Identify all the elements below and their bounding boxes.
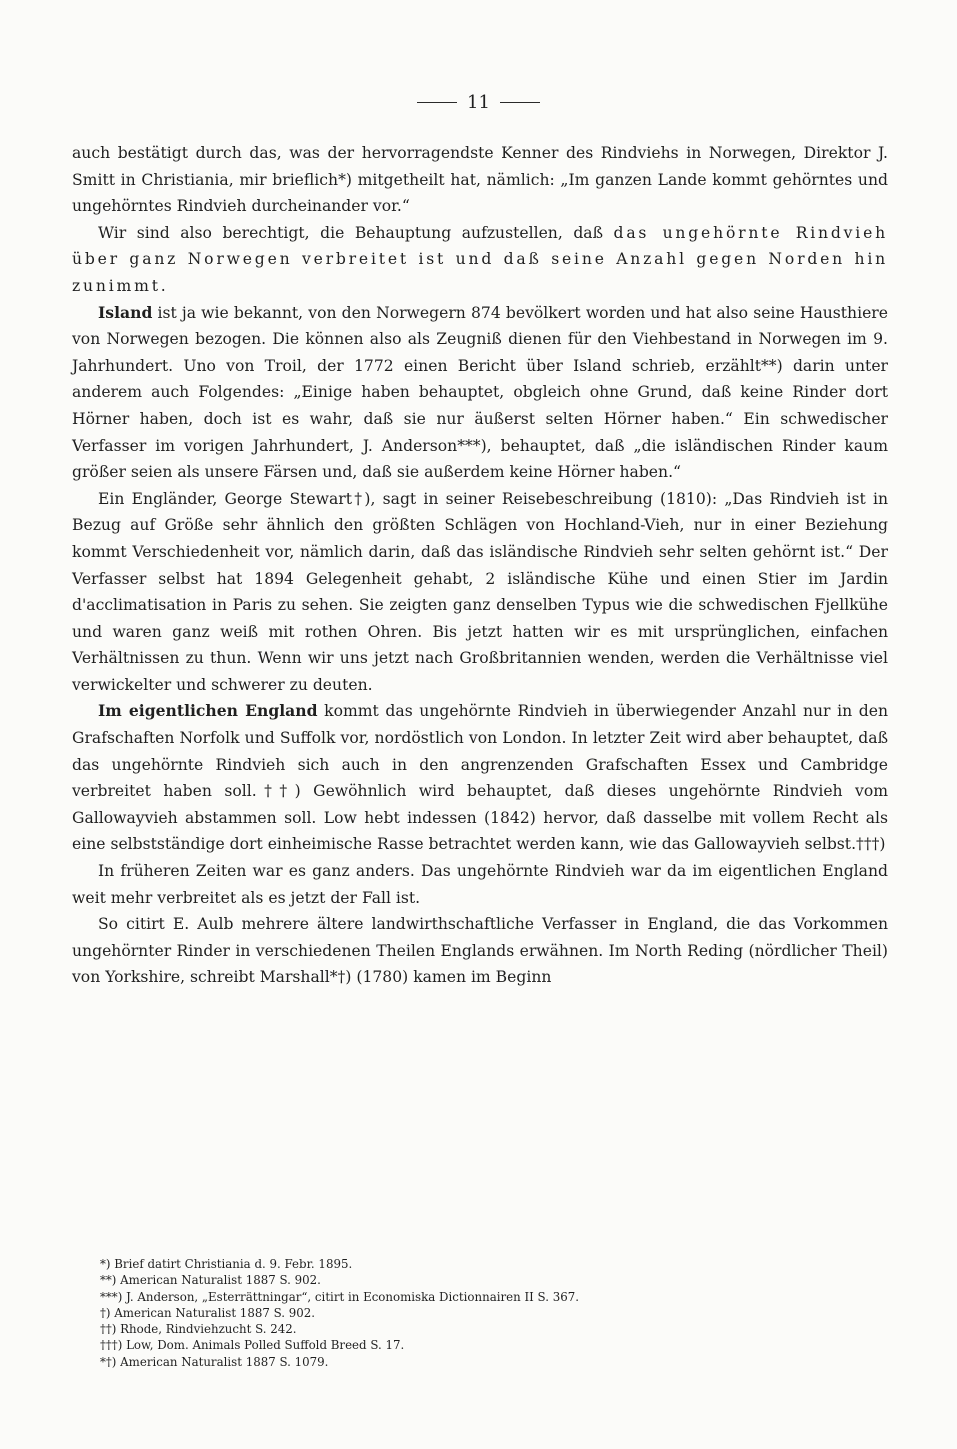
footnote-mark: *)	[100, 1257, 111, 1271]
footnote-text: American Naturalist 1887 S. 1079.	[120, 1354, 329, 1369]
paragraph	[72, 698, 888, 858]
paragraph-text: Wir sind also berechtigt, die Behauptung aufzustellen, daß	[98, 223, 614, 242]
footnote-text: Low, Dom. Animals Polled Suffold Breed S. 17.	[126, 1338, 405, 1353]
paragraph-text: In früheren Zeiten war es ganz anders. Das ungehörnte Rindvieh war da im eigentlichen England weit mehr verbreitet als es jetzt der Fall ist.	[72, 862, 888, 907]
paragraph-text: kommt das ungehörnte Rindvieh in überwiegender Anzahl nur in den Grafschaften Norfolk und Suffolk vor, nordöstlich von London. In letzter Zeit wird aber behauptet, daß das ungehörnte Rindvieh sich auch in den angrenzenden Grafschaften Essex und Cambridge verbreitet haben soll.††) Gewöhnlich wird behauptet, daß dieses ungehörnte Rindvieh vom Gallowayvieh abstammen soll. Low hebt indessen (1842) hervor, daß dasselbe mit vollem Recht als eine selbstständige dort einheimische Rasse betrachtet werden kann, wie das Gallowayvieh selbst.†††)	[72, 702, 888, 854]
footnote-text: Brief datirt Christiania d. 9. Febr. 1895.	[114, 1257, 353, 1271]
page-number: 11	[467, 92, 490, 113]
footnote	[100, 1256, 860, 1272]
footnote	[100, 1305, 860, 1321]
footnote	[100, 1321, 860, 1337]
paragraph-text: So citirt E. Aulb mehrere ältere landwirthschaftliche Verfasser in England, die das Vorkommen ungehörnter Rinder in verschiedenen Theilen Englands erwähnen. Im North Reding (nördlicher Theil) von Yorkshire, schreibt Marshall*†) (1780) kamen im Beginn	[72, 915, 888, 987]
section-heading-island: Island	[98, 302, 153, 322]
footnote	[100, 1272, 860, 1288]
footnote-mark: ††)	[100, 1322, 117, 1337]
footnote-mark: †††)	[100, 1338, 123, 1353]
paragraph-text: .	[160, 276, 166, 295]
footnote	[100, 1354, 860, 1370]
paragraph	[72, 911, 888, 991]
footnote	[100, 1337, 860, 1353]
emphasized-conclusion: das ungehörnte Rindvieh über ganz Norwegen verbreitet ist und daß seine Anzahl gegen Norden hin zunimmt	[72, 223, 888, 295]
paragraph-text: ist ja wie bekannt, von den Norwegern 874 bevölkert worden und hat also seine Hausthiere von Norwegen bezogen. Die können also als Zeugniß dienen für den Viehbestand in Norwegen im 9. Jahrhundert. Uno von Troil, der 1772 einen Bericht über Island schrieb, erzählt**) darin unter anderem auch Folgendes: „Einige haben behauptet, obgleich ohne Grund, daß keine Rinder dort Hörner haben, doch ist es wahr, daß sie nur äußerst selten Hörner haben.“ Ein schwedischer Verfasser im vorigen Jahrhundert, J. Anderson***), behauptet, daß „die isländischen Rinder kaum größer seien als unsere Färsen und, daß sie außerdem keine Hörner haben.“	[72, 303, 888, 482]
paragraph	[72, 220, 888, 300]
page-header	[0, 92, 957, 113]
paragraph	[72, 858, 888, 911]
footnote-mark: **)	[100, 1273, 117, 1288]
paragraph-text: auch bestätigt durch das, was der hervorragendste Kenner des Rindviehs in Norwegen, Direktor J. Smitt in Christiania, mir brieflich*) mitgetheilt hat, nämlich: „Im ganzen Lande kommt gehörntes und ungehörntes Rindvieh durcheinander vor.“	[72, 144, 888, 216]
paragraph	[72, 486, 888, 699]
section-heading-england: Im eigentlichen England	[98, 701, 318, 721]
body-text	[72, 140, 888, 991]
footnote-text: American Naturalist 1887 S. 902.	[120, 1273, 321, 1288]
footnote-mark: ***)	[100, 1289, 123, 1304]
footnote-text: American Naturalist 1887 S. 902.	[114, 1305, 316, 1320]
header-rule-right	[500, 102, 540, 103]
footnote	[100, 1289, 860, 1305]
header-rule-left	[417, 102, 457, 103]
paragraph	[72, 300, 888, 486]
footnotes	[100, 1256, 860, 1370]
footnote-mark: †)	[100, 1305, 111, 1320]
footnote-mark: *†)	[100, 1354, 117, 1369]
paragraph-text: Ein Engländer, George Stewart†), sagt in seiner Reisebeschreibung (1810): „Das Rindvieh ist in Bezug auf Größe sehr ähnlich den größten Schlägen von Hochland-Vieh, nur in einer Beziehung kommt Verschiedenheit vor, nämlich darin, daß das isländische Rindvieh sehr selten gehörnt ist.“ Der Verfasser selbst hat 1894 Gelegenheit gehabt, 2 isländische Kühe und einen Stier im Jardin d'acclimatisation in Paris zu sehen. Sie zeigten ganz denselben Typus wie die schwedischen Fjellkühe und waren ganz weiß mit rothen Ohren. Bis jetzt hatten wir es mit ursprünglichen, einfachen Verhältnissen zu thun. Wenn wir uns jetzt nach Großbritannien wenden, werden die Verhältnisse viel verwickelter und schwerer zu deuten.	[72, 489, 888, 694]
footnote-text: J. Anderson, „Esterrättningar“, citirt in Economiska Dictionnairen II S. 367.	[126, 1289, 579, 1304]
footnote-text: Rhode, Rindviehzucht S. 242.	[120, 1322, 297, 1337]
paragraph	[72, 140, 888, 220]
